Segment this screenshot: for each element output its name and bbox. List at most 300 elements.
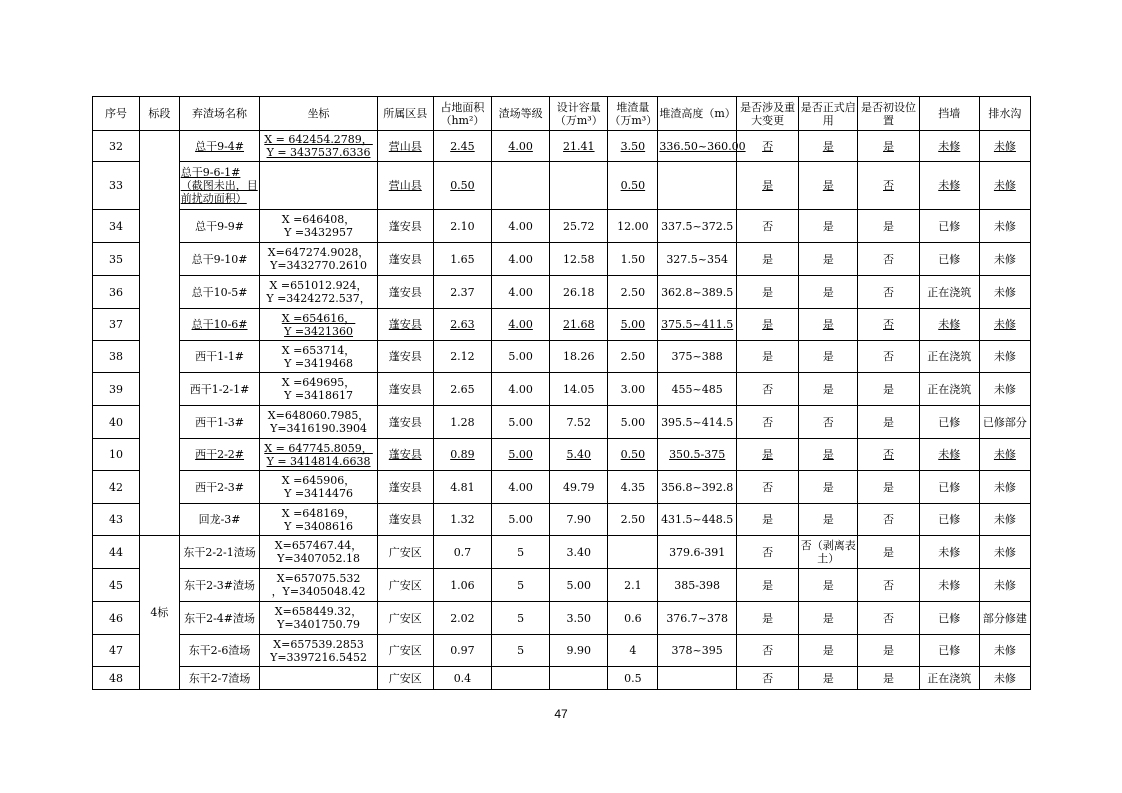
row-number-cell: 34 — [93, 210, 140, 243]
volume-cell: 5.00 — [608, 309, 658, 341]
volume-cell: 2.50 — [608, 276, 658, 309]
table-row — [93, 210, 1031, 243]
site-name-cell: 总干10-5# — [179, 276, 260, 309]
table-row — [93, 602, 1031, 635]
volume-cell: 2.50 — [608, 341, 658, 373]
header-cell: 是否涉及重大变更 — [736, 97, 798, 131]
header-cell: 是否初设位置 — [858, 97, 919, 131]
drain-cell: 部分修建 — [979, 602, 1030, 635]
major-cell: 否 — [736, 536, 798, 569]
coordinate-x: X =649695， — [281, 376, 356, 389]
grade-cell: 5.00 — [492, 406, 550, 439]
major-cell: 是 — [736, 439, 798, 471]
area-cell: 0.89 — [433, 439, 491, 471]
height-cell: 379.6-391 — [658, 536, 737, 569]
row-number-cell: 33 — [93, 162, 140, 210]
initial-cell: 是 — [858, 667, 919, 690]
area-cell: 2.37 — [433, 276, 491, 309]
drain-cell: 未修 — [979, 276, 1030, 309]
active-cell: 是 — [799, 210, 858, 243]
coordinate-x: X=657539.2853 — [273, 637, 364, 651]
table-row — [93, 131, 1031, 162]
major-cell: 否 — [736, 131, 798, 162]
capacity-cell: 5.00 — [550, 569, 608, 602]
coordinate-x: X=647274.9028， — [267, 246, 370, 259]
drain-cell: 未修 — [979, 243, 1030, 276]
coordinate-cell — [260, 504, 377, 536]
site-name-cell: 西干1-2-1# — [179, 373, 260, 406]
height-cell: 356.8~392.8 — [658, 471, 737, 504]
capacity-cell — [550, 162, 608, 210]
drain-cell: 未修 — [979, 635, 1030, 667]
volume-cell: 4 — [608, 635, 658, 667]
coordinate-y: Y=3401750.79 — [277, 618, 361, 631]
major-cell: 是 — [736, 243, 798, 276]
initial-cell: 是 — [858, 635, 919, 667]
major-cell: 否 — [736, 471, 798, 504]
area-cell: 2.63 — [433, 309, 491, 341]
header-cell: 所属区县 — [377, 97, 433, 131]
coordinate-x: X = 642454.2789， — [264, 133, 373, 146]
table-row — [93, 667, 1031, 690]
initial-cell: 否 — [858, 504, 919, 536]
grade-cell: 5.00 — [492, 341, 550, 373]
volume-cell: 0.50 — [608, 162, 658, 210]
area-cell: 1.06 — [433, 569, 491, 602]
initial-cell: 否 — [858, 276, 919, 309]
table-row — [93, 162, 1031, 210]
major-cell: 是 — [736, 569, 798, 602]
header-cell: 坐标 — [260, 97, 377, 131]
capacity-cell: 14.05 — [550, 373, 608, 406]
row-number-cell: 43 — [93, 504, 140, 536]
height-cell: 375.5~411.5 — [658, 309, 737, 341]
coordinate-y: Y =3418617 — [284, 389, 354, 402]
county-cell: 广安区 — [377, 536, 433, 569]
grade-cell: 5.00 — [492, 504, 550, 536]
coordinate-x: X =645906， — [281, 474, 356, 487]
row-number-cell: 10 — [93, 439, 140, 471]
coordinate-y: Y = 3437537.6336 — [266, 146, 371, 159]
grade-cell: 5.00 — [492, 439, 550, 471]
row-number-cell: 45 — [93, 569, 140, 602]
row-number-cell: 42 — [93, 471, 140, 504]
coordinate-cell — [260, 373, 377, 406]
table-row — [93, 536, 1031, 569]
wall-cell: 正在浇筑 — [919, 276, 979, 309]
initial-cell: 是 — [858, 471, 919, 504]
county-cell: 蓬安县 — [377, 373, 433, 406]
county-cell: 蓬安县 — [377, 439, 433, 471]
header-cell: 设计容量（万m³） — [550, 97, 608, 131]
header-cell: 挡墙 — [919, 97, 979, 131]
page-number: 47 — [554, 707, 568, 721]
header-cell: 标段 — [139, 97, 179, 131]
table-row — [93, 276, 1031, 309]
section-cell-4: 4标 — [139, 536, 179, 690]
coordinate-x: X =654616， — [281, 311, 356, 325]
wall-cell: 已修 — [919, 635, 979, 667]
grade-cell: 4.00 — [492, 373, 550, 406]
active-cell: 是 — [799, 162, 858, 210]
wall-cell: 正在浇筑 — [919, 341, 979, 373]
height-cell: 327.5~354 — [658, 243, 737, 276]
grade-cell — [492, 162, 550, 210]
row-number-cell: 39 — [93, 373, 140, 406]
active-cell: 是 — [799, 667, 858, 690]
drain-cell: 未修 — [979, 309, 1030, 341]
wall-cell: 已修 — [919, 243, 979, 276]
county-cell: 广安区 — [377, 667, 433, 690]
area-cell: 2.10 — [433, 210, 491, 243]
height-cell: 375~388 — [658, 341, 737, 373]
initial-cell: 否 — [858, 439, 919, 471]
drain-cell: 未修 — [979, 373, 1030, 406]
coordinate-x: X =653714， — [281, 343, 356, 357]
grade-cell: 4.00 — [492, 276, 550, 309]
site-name-cell: 东干2-2-1渣场 — [179, 536, 260, 569]
height-cell: 455~485 — [658, 373, 737, 406]
volume-cell — [608, 536, 658, 569]
drain-cell: 未修 — [979, 569, 1030, 602]
drain-cell: 未修 — [979, 210, 1030, 243]
active-cell: 是 — [799, 276, 858, 309]
capacity-cell: 21.41 — [550, 131, 608, 162]
county-cell: 蓬安县 — [377, 504, 433, 536]
initial-cell: 否 — [858, 602, 919, 635]
wall-cell: 未修 — [919, 536, 979, 569]
header-cell: 是否正式启用 — [799, 97, 858, 131]
volume-cell: 1.50 — [608, 243, 658, 276]
active-cell: 是 — [799, 504, 858, 536]
volume-cell: 3.50 — [608, 131, 658, 162]
capacity-cell: 9.90 — [550, 635, 608, 667]
coordinate-cell — [260, 536, 377, 569]
coordinate-cell — [260, 635, 377, 667]
grade-cell: 4.00 — [492, 131, 550, 162]
grade-cell: 5 — [492, 635, 550, 667]
site-name-cell: 总干9-6-1#（截图未出，目前扰动面积） — [179, 162, 260, 210]
coordinate-cell — [260, 569, 377, 602]
grade-cell: 4.00 — [492, 243, 550, 276]
site-name-cell: 总干9-9# — [179, 210, 260, 243]
wall-cell: 正在浇筑 — [919, 667, 979, 690]
coordinate-x: X=648060.7985， — [267, 409, 370, 422]
wall-cell: 已修 — [919, 210, 979, 243]
height-cell: 376.7~378 — [658, 602, 737, 635]
wall-cell: 已修 — [919, 471, 979, 504]
county-cell: 蓬安县 — [377, 243, 433, 276]
active-cell: 是 — [799, 602, 858, 635]
wall-cell: 未修 — [919, 569, 979, 602]
header-row — [93, 97, 1031, 131]
capacity-cell: 25.72 — [550, 210, 608, 243]
coordinate-x: X=658449.32， — [274, 605, 363, 618]
drain-cell: 未修 — [979, 131, 1030, 162]
site-name-cell: 回龙-3# — [179, 504, 260, 536]
active-cell: 是 — [799, 471, 858, 504]
row-number-cell: 47 — [93, 635, 140, 667]
major-cell: 否 — [736, 635, 798, 667]
grade-cell: 5 — [492, 536, 550, 569]
row-number-cell: 37 — [93, 309, 140, 341]
major-cell: 是 — [736, 504, 798, 536]
coordinate-y: ，Y=3405048.42 — [271, 585, 366, 598]
major-cell: 否 — [736, 667, 798, 690]
table-row — [93, 309, 1031, 341]
slag-site-table — [92, 96, 1031, 690]
major-cell: 是 — [736, 162, 798, 210]
table-row — [93, 406, 1031, 439]
wall-cell: 未修 — [919, 439, 979, 471]
coordinate-x: X =651012.924， — [269, 279, 368, 292]
height-cell: 395.5~414.5 — [658, 406, 737, 439]
capacity-cell: 21.68 — [550, 309, 608, 341]
county-cell: 蓬安县 — [377, 276, 433, 309]
coordinate-cell — [260, 439, 377, 471]
height-cell: 337.5~372.5 — [658, 210, 737, 243]
site-name-cell: 东干2-6渣场 — [179, 635, 260, 667]
capacity-cell: 7.52 — [550, 406, 608, 439]
header-cell: 堆渣量（万m³） — [608, 97, 658, 131]
active-cell: 是 — [799, 439, 858, 471]
area-cell: 4.81 — [433, 471, 491, 504]
active-cell: 否 — [799, 406, 858, 439]
site-name-cell: 总干9-4# — [179, 131, 260, 162]
initial-cell: 是 — [858, 536, 919, 569]
coordinate-cell — [260, 276, 377, 309]
major-cell: 是 — [736, 276, 798, 309]
area-cell: 2.02 — [433, 602, 491, 635]
coordinate-y: Y = 3414814.6638 — [266, 454, 371, 468]
table-body — [93, 131, 1031, 690]
row-number-cell: 35 — [93, 243, 140, 276]
volume-cell: 12.00 — [608, 210, 658, 243]
county-cell: 营山县 — [377, 131, 433, 162]
initial-cell: 是 — [858, 210, 919, 243]
table-row — [93, 504, 1031, 536]
active-cell: 是 — [799, 569, 858, 602]
volume-cell: 4.35 — [608, 471, 658, 504]
initial-cell: 是 — [858, 131, 919, 162]
row-number-cell: 36 — [93, 276, 140, 309]
active-cell: 是 — [799, 373, 858, 406]
row-number-cell: 32 — [93, 131, 140, 162]
area-cell: 0.97 — [433, 635, 491, 667]
site-name-cell: 西干2-2# — [179, 439, 260, 471]
county-cell: 蓬安县 — [377, 341, 433, 373]
height-cell: 336.50~360.00 — [658, 131, 737, 162]
area-cell: 0.7 — [433, 536, 491, 569]
major-cell: 否 — [736, 406, 798, 439]
capacity-cell: 3.40 — [550, 536, 608, 569]
drain-cell: 未修 — [979, 536, 1030, 569]
drain-cell: 未修 — [979, 162, 1030, 210]
volume-cell: 0.50 — [608, 439, 658, 471]
drain-cell: 未修 — [979, 667, 1030, 690]
table-row — [93, 635, 1031, 667]
table-row — [93, 471, 1031, 504]
coordinate-cell — [260, 162, 377, 210]
drain-cell: 未修 — [979, 504, 1030, 536]
initial-cell: 否 — [858, 162, 919, 210]
county-cell: 营山县 — [377, 162, 433, 210]
area-cell: 0.50 — [433, 162, 491, 210]
table-row — [93, 341, 1031, 373]
area-cell: 2.65 — [433, 373, 491, 406]
county-cell: 蓬安县 — [377, 309, 433, 341]
height-cell: 431.5~448.5 — [658, 504, 737, 536]
area-cell: 1.65 — [433, 243, 491, 276]
active-cell: 是 — [799, 243, 858, 276]
volume-cell: 2.1 — [608, 569, 658, 602]
volume-cell: 2.50 — [608, 504, 658, 536]
capacity-cell: 3.50 — [550, 602, 608, 635]
capacity-cell: 49.79 — [550, 471, 608, 504]
capacity-cell: 26.18 — [550, 276, 608, 309]
drain-cell: 未修 — [979, 341, 1030, 373]
county-cell: 广安区 — [377, 569, 433, 602]
table-row — [93, 243, 1031, 276]
height-cell — [658, 162, 737, 210]
coordinate-y: Y=3416190.3904 — [270, 422, 368, 435]
height-cell: 350.5-375 — [658, 439, 737, 471]
drain-cell: 已修部分 — [979, 406, 1030, 439]
wall-cell: 未修 — [919, 309, 979, 341]
wall-cell: 已修 — [919, 602, 979, 635]
coordinate-cell — [260, 602, 377, 635]
coordinate-y: Y =3432957 — [284, 226, 354, 239]
wall-cell: 已修 — [919, 406, 979, 439]
grade-cell — [492, 667, 550, 690]
county-cell: 广安区 — [377, 635, 433, 667]
major-cell: 是 — [736, 341, 798, 373]
major-cell: 是 — [736, 309, 798, 341]
header-cell: 堆渣高度（m） — [658, 97, 737, 131]
row-number-cell: 48 — [93, 667, 140, 690]
wall-cell: 未修 — [919, 162, 979, 210]
site-name-cell: 总干10-6# — [179, 309, 260, 341]
table-row — [93, 569, 1031, 602]
grade-cell: 5 — [492, 569, 550, 602]
capacity-cell: 12.58 — [550, 243, 608, 276]
site-name-cell: 西干1-3# — [179, 406, 260, 439]
site-name-cell: 东干2-4#渣场 — [179, 602, 260, 635]
height-cell: 362.8~389.5 — [658, 276, 737, 309]
table-row — [93, 373, 1031, 406]
site-name-cell: 西干1-1# — [179, 341, 260, 373]
area-cell: 1.28 — [433, 406, 491, 439]
area-cell: 2.45 — [433, 131, 491, 162]
table-row — [93, 439, 1031, 471]
row-number-cell: 40 — [93, 406, 140, 439]
active-cell: 是 — [799, 341, 858, 373]
coordinate-cell — [260, 131, 377, 162]
initial-cell: 否 — [858, 243, 919, 276]
county-cell: 蓬安县 — [377, 406, 433, 439]
coordinate-x: X =646408， — [281, 213, 356, 226]
coordinate-y: Y =3408616 — [284, 519, 354, 533]
county-cell: 广安区 — [377, 602, 433, 635]
header-cell: 渣场等级 — [492, 97, 550, 131]
volume-cell: 0.6 — [608, 602, 658, 635]
height-cell: 385-398 — [658, 569, 737, 602]
coordinate-y: Y =3419468 — [284, 356, 354, 370]
major-cell: 是 — [736, 602, 798, 635]
major-cell: 否 — [736, 373, 798, 406]
initial-cell: 是 — [858, 373, 919, 406]
county-cell: 蓬安县 — [377, 210, 433, 243]
coordinate-x: X =648169， — [281, 506, 356, 520]
volume-cell: 5.00 — [608, 406, 658, 439]
active-cell: 是 — [799, 309, 858, 341]
capacity-cell: 7.90 — [550, 504, 608, 536]
coordinate-cell — [260, 210, 377, 243]
coordinate-y: Y=3407052.18 — [277, 552, 361, 565]
grade-cell: 4.00 — [492, 309, 550, 341]
coordinate-y: Y=3397216.5452 — [270, 650, 368, 664]
coordinate-cell — [260, 243, 377, 276]
row-number-cell: 46 — [93, 602, 140, 635]
area-cell: 1.32 — [433, 504, 491, 536]
volume-cell: 0.5 — [608, 667, 658, 690]
area-cell: 0.4 — [433, 667, 491, 690]
grade-cell: 4.00 — [492, 210, 550, 243]
active-cell: 是 — [799, 131, 858, 162]
wall-cell: 已修 — [919, 504, 979, 536]
coordinate-cell — [260, 309, 377, 341]
coordinate-x: X=657467.44， — [274, 539, 363, 552]
coordinate-cell — [260, 341, 377, 373]
section-cell-blank — [139, 131, 179, 536]
drain-cell: 未修 — [979, 439, 1030, 471]
major-cell: 否 — [736, 210, 798, 243]
header-cell: 占地面积（hm²） — [433, 97, 491, 131]
coordinate-cell — [260, 406, 377, 439]
county-cell: 蓬安县 — [377, 471, 433, 504]
site-name-cell: 东干2-3#渣场 — [179, 569, 260, 602]
area-cell: 2.12 — [433, 341, 491, 373]
coordinate-x: X = 647745.8059， — [264, 441, 373, 455]
initial-cell: 否 — [858, 341, 919, 373]
grade-cell: 5 — [492, 602, 550, 635]
site-name-cell: 总干9-10# — [179, 243, 260, 276]
drain-cell: 未修 — [979, 471, 1030, 504]
initial-cell: 否 — [858, 569, 919, 602]
coordinate-y: Y =3424272.537， — [266, 292, 371, 305]
height-cell: 378~395 — [658, 635, 737, 667]
capacity-cell — [550, 667, 608, 690]
coordinate-cell — [260, 471, 377, 504]
header-cell: 序号 — [93, 97, 140, 131]
initial-cell: 否 — [858, 309, 919, 341]
capacity-cell: 18.26 — [550, 341, 608, 373]
active-cell: 否（剥离表土） — [799, 536, 858, 569]
active-cell: 是 — [799, 635, 858, 667]
coordinate-cell — [260, 667, 377, 690]
initial-cell: 是 — [858, 406, 919, 439]
height-cell — [658, 667, 737, 690]
row-number-cell: 38 — [93, 341, 140, 373]
volume-cell: 3.00 — [608, 373, 658, 406]
coordinate-y: Y =3421360 — [284, 324, 354, 338]
wall-cell: 正在浇筑 — [919, 373, 979, 406]
site-name-cell: 西干2-3# — [179, 471, 260, 504]
grade-cell: 4.00 — [492, 471, 550, 504]
coordinate-y: Y =3414476 — [284, 487, 354, 500]
wall-cell: 未修 — [919, 131, 979, 162]
coordinate-y: Y=3432770.2610 — [270, 259, 368, 272]
